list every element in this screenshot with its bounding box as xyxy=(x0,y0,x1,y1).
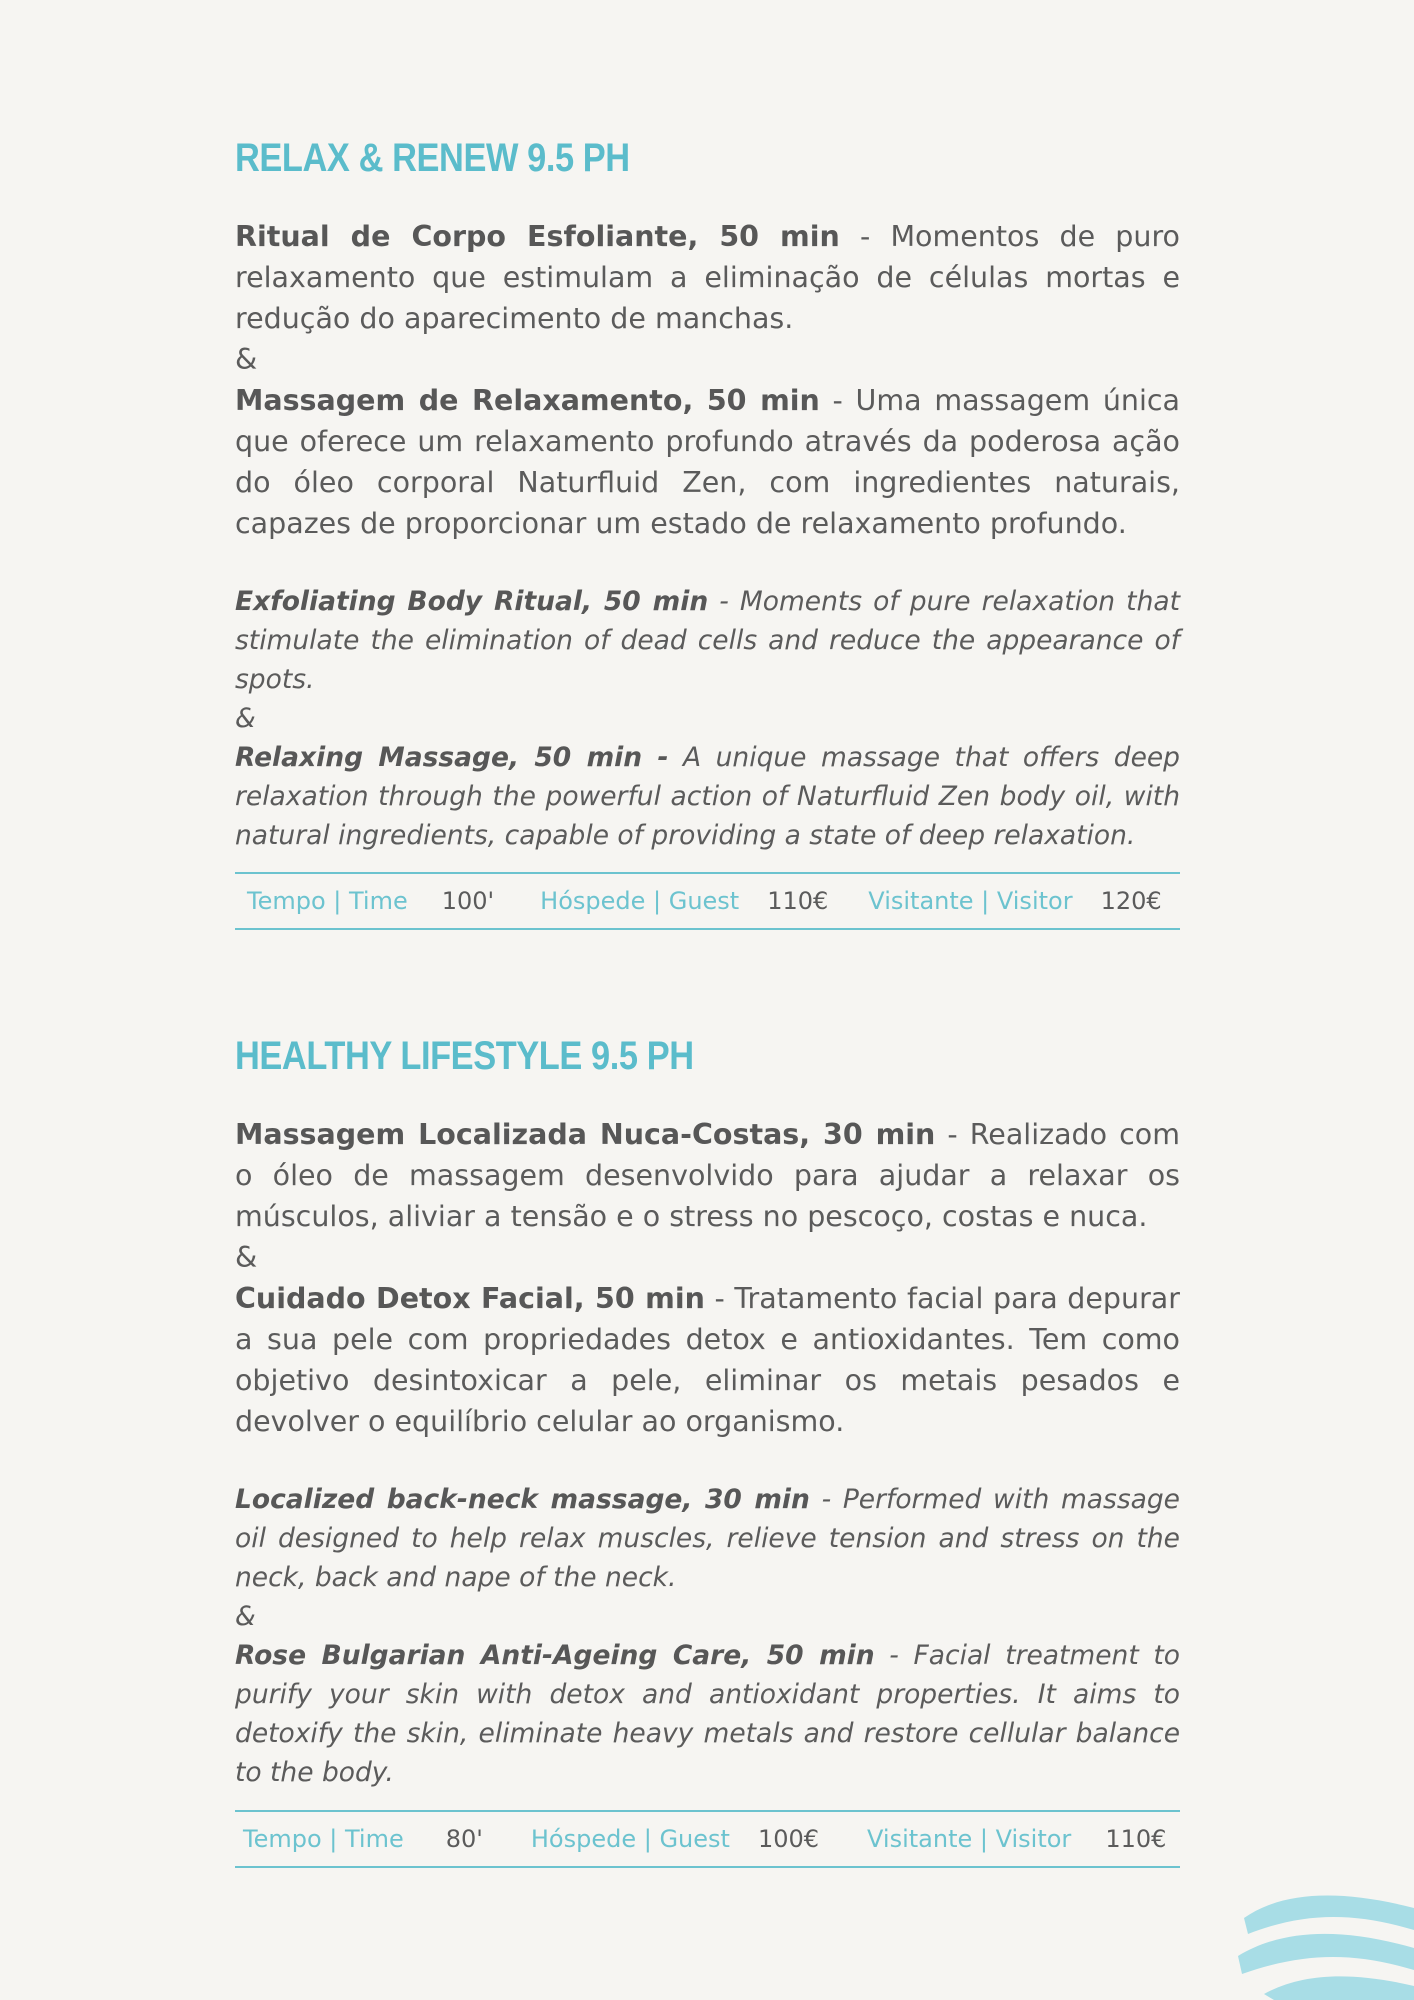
package-title: HEALTHY LIFESTYLE 9.5 PH xyxy=(235,1034,694,1078)
time-value: 80' xyxy=(445,1825,483,1853)
pt-item-2 xyxy=(235,380,1180,544)
visitor-label: Visitante | Visitor xyxy=(868,887,1073,915)
pt-ampersand: & xyxy=(235,1241,258,1274)
en-item-1-name: Exfoliating Body Ritual, 50 min xyxy=(235,586,709,617)
en-item-1-text: - Performed with massage oil designed to help relax muscles, relieve tension and stress on the neck, back and nape of the neck. xyxy=(235,1484,1180,1593)
package-relax-renew xyxy=(235,132,1180,915)
pt-item-2-name: Cuidado Detox Facial, 50 min xyxy=(235,1282,705,1315)
pt-item-2-text: - Tratamento facial para depurar a sua pele com propriedades detox e antioxidantes. Tem como objetivo desintoxicar a pele, eliminar os metais pesados e devolver o equilíbrio celular ao organismo. xyxy=(235,1282,1180,1438)
en-item-2-name: Rose Bulgarian Anti-Ageing Care, 50 min xyxy=(235,1640,875,1671)
wave-icon xyxy=(1234,1890,1414,2000)
pt-ampersand: & xyxy=(235,343,258,376)
pt-item-1-text: - Momentos de puro relaxamento que estimulam a eliminação de células mortas e redução do aparecimento de manchas. xyxy=(235,220,1180,335)
pt-item-1 xyxy=(235,1114,1180,1237)
en-item-2-text: - Facial treatment to purify your skin with detox and antioxidant properties. It aims to detoxify the skin, eliminate heavy metals and restore cellular balance to the body. xyxy=(235,1640,1180,1788)
guest-label: Hóspede | Guest xyxy=(540,887,740,915)
pricing-bar xyxy=(235,872,1180,930)
visitor-label: Visitante | Visitor xyxy=(867,1825,1072,1853)
portuguese-description xyxy=(235,1114,1180,1442)
en-ampersand: & xyxy=(235,703,256,734)
time-value: 100' xyxy=(441,887,495,915)
en-item-1 xyxy=(235,582,1180,699)
package-title: RELAX & RENEW 9.5 PH xyxy=(235,136,630,180)
english-description xyxy=(235,1480,1180,1792)
pt-item-1-name: Ritual de Corpo Esfoliante, 50 min xyxy=(235,220,840,253)
en-item-1-text: - Moments of pure relaxation that stimulate the elimination of dead cells and reduce the appearance of spots. xyxy=(235,586,1180,695)
pt-item-1-text: - Realizado com o óleo de massagem desenvolvido para ajudar a relaxar os músculos, aliviar a tensão e o stress no pescoço, costas e nuca. xyxy=(235,1118,1181,1233)
package-healthy-lifestyle xyxy=(235,1030,1181,1853)
en-item-2 xyxy=(235,738,1180,855)
en-ampersand: & xyxy=(235,1601,256,1632)
en-item-2 xyxy=(235,1636,1180,1792)
pricing-bar xyxy=(235,1810,1180,1868)
en-item-2-name: Relaxing Massage, 50 min - xyxy=(235,742,669,773)
pt-item-2-name: Massagem de Relaxamento, 50 min xyxy=(235,384,820,417)
guest-price: 110€ xyxy=(767,887,829,915)
visitor-price: 120€ xyxy=(1100,887,1162,915)
guest-label: Hóspede | Guest xyxy=(530,1825,730,1853)
en-item-1-name: Localized back-neck massage, 30 min xyxy=(235,1484,810,1515)
pt-item-2-text: - Uma massagem única que oferece um relaxamento profundo através da poderosa ação do óleo corporal Naturfluid Zen, com ingredientes naturais, capazes de proporcionar um estado de relaxamento profundo. xyxy=(235,384,1180,540)
pt-item-1-name: Massagem Localizada Nuca-Costas, 30 min xyxy=(235,1118,936,1151)
english-description xyxy=(235,582,1180,855)
time-label: Tempo | Time xyxy=(247,887,408,915)
pt-item-2 xyxy=(235,1278,1180,1442)
en-item-1 xyxy=(235,1480,1180,1597)
en-item-2-text: A unique massage that offers deep relaxation through the powerful action of Naturfluid Zen body oil, with natural ingredients, capable of providing a state of deep relaxation. xyxy=(235,742,1180,851)
guest-price: 100€ xyxy=(757,1825,820,1853)
pt-item-1 xyxy=(235,216,1180,339)
time-label: Tempo | Time xyxy=(243,1825,404,1853)
portuguese-description xyxy=(235,216,1180,544)
visitor-price: 110€ xyxy=(1105,1825,1167,1853)
